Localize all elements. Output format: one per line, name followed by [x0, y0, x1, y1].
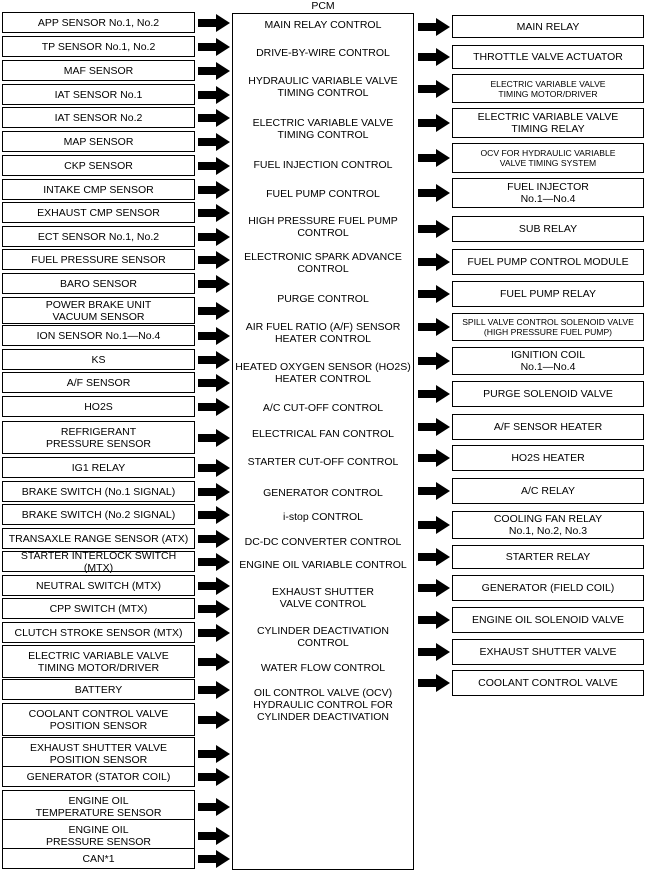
output-arrow-icon [418, 548, 450, 566]
pcm-control-function: DRIVE-BY-WIRE CONTROL [256, 47, 390, 59]
input-arrow-icon [198, 351, 230, 369]
output-arrow-icon [418, 48, 450, 66]
output-arrow-icon [418, 579, 450, 597]
input-sensor-box: CAN*1 [2, 848, 195, 869]
input-sensor-box: CPP SWITCH (MTX) [2, 598, 195, 619]
output-actuator-box: STARTER RELAY [452, 545, 644, 569]
pcm-control-function: AIR FUEL RATIO (A/F) SENSOR HEATER CONTROL [245, 321, 401, 345]
input-sensor-box: INTAKE CMP SENSOR [2, 179, 195, 200]
input-sensor-box: GENERATOR (STATOR COIL) [2, 766, 195, 787]
output-actuator-box: A/F SENSOR HEATER [452, 414, 644, 440]
input-sensor-box: ENGINE OIL TEMPERATURE SENSOR [2, 790, 195, 823]
input-arrow-icon [198, 38, 230, 56]
input-arrow-icon [198, 228, 230, 246]
input-arrow-icon [198, 711, 230, 729]
input-sensor-box: EXHAUST CMP SENSOR [2, 202, 195, 223]
input-sensor-box: REFRIGERANT PRESSURE SENSOR [2, 421, 195, 454]
input-sensor-box: IAT SENSOR No.2 [2, 107, 195, 128]
output-arrow-icon [418, 18, 450, 36]
output-actuator-box: SPILL VALVE CONTROL SOLENOID VALVE (HIGH PRESSURE FUEL PUMP) [452, 313, 644, 341]
output-arrow-icon [418, 385, 450, 403]
input-sensor-box: COOLANT CONTROL VALVE POSITION SENSOR [2, 703, 195, 736]
input-sensor-box: MAF SENSOR [2, 60, 195, 81]
pcm-control-function: GENERATOR CONTROL [263, 487, 383, 499]
output-actuator-box: EXHAUST SHUTTER VALVE [452, 639, 644, 665]
input-arrow-icon [198, 62, 230, 80]
input-sensor-box: POWER BRAKE UNIT VACUUM SENSOR [2, 297, 195, 324]
input-arrow-icon [198, 768, 230, 786]
input-arrow-icon [198, 86, 230, 104]
pcm-control-function: OIL CONTROL VALVE (OCV) HYDRAULIC CONTROL FOR CYLINDER DEACTIVATION [253, 687, 393, 723]
input-sensor-box: ION SENSOR No.1—No.4 [2, 325, 195, 346]
pcm-control-function: ENGINE OIL VARIABLE CONTROL [239, 559, 407, 571]
input-arrow-icon [198, 553, 230, 571]
output-actuator-box: FUEL PUMP CONTROL MODULE [452, 249, 644, 275]
input-arrow-icon [198, 374, 230, 392]
input-sensor-box: CKP SENSOR [2, 155, 195, 176]
pcm-control-function: CYLINDER DEACTIVATION CONTROL [256, 625, 390, 649]
output-arrow-icon [418, 418, 450, 436]
input-sensor-box: FUEL PRESSURE SENSOR [2, 249, 195, 270]
input-arrow-icon [198, 798, 230, 816]
pcm-control-function: STARTER CUT-OFF CONTROL [247, 456, 399, 468]
output-arrow-icon [418, 643, 450, 661]
output-actuator-box: OCV FOR HYDRAULIC VARIABLE VALVE TIMING SYSTEM [452, 143, 644, 173]
input-sensor-box: TRANSAXLE RANGE SENSOR (ATX) [2, 528, 195, 549]
input-arrow-icon [198, 624, 230, 642]
pcm-control-function: EXHAUST SHUTTER VALVE CONTROL [272, 586, 374, 610]
input-arrow-icon [198, 398, 230, 416]
input-arrow-icon [198, 181, 230, 199]
input-arrow-icon [198, 653, 230, 671]
output-actuator-box: ELECTRIC VARIABLE VALVE TIMING MOTOR/DRIVER [452, 74, 644, 103]
pcm-control-function: PURGE CONTROL [277, 293, 369, 305]
input-arrow-icon [198, 577, 230, 595]
output-arrow-icon [418, 149, 450, 167]
pcm-control-function: FUEL PUMP CONTROL [266, 188, 380, 200]
pcm-control-function: HEATED OXYGEN SENSOR (HO2S) HEATER CONTROL [235, 361, 411, 385]
output-arrow-icon [418, 516, 450, 534]
output-actuator-box: IGNITION COIL No.1—No.4 [452, 347, 644, 375]
output-actuator-box: THROTTLE VALVE ACTUATOR [452, 45, 644, 69]
input-arrow-icon [198, 483, 230, 501]
input-sensor-box: BRAKE SWITCH (No.1 SIGNAL) [2, 481, 195, 502]
output-actuator-box: FUEL PUMP RELAY [452, 281, 644, 307]
input-arrow-icon [198, 745, 230, 763]
output-arrow-icon [418, 253, 450, 271]
input-sensor-box: BARO SENSOR [2, 273, 195, 294]
input-sensor-box: ELECTRIC VARIABLE VALVE TIMING MOTOR/DRIVER [2, 645, 195, 678]
input-sensor-box: IAT SENSOR No.1 [2, 84, 195, 105]
input-sensor-box: BRAKE SWITCH (No.2 SIGNAL) [2, 504, 195, 525]
output-actuator-box: ENGINE OIL SOLENOID VALVE [452, 607, 644, 633]
input-arrow-icon [198, 681, 230, 699]
output-arrow-icon [418, 285, 450, 303]
pcm-box [232, 13, 414, 870]
output-arrow-icon [418, 80, 450, 98]
output-arrow-icon [418, 114, 450, 132]
input-sensor-box: A/F SENSOR [2, 372, 195, 393]
output-arrow-icon [418, 220, 450, 238]
output-arrow-icon [418, 184, 450, 202]
pcm-control-function: ELECTRIC VARIABLE VALVE TIMING CONTROL [252, 117, 394, 141]
output-actuator-box: COOLANT CONTROL VALVE [452, 670, 644, 696]
input-arrow-icon [198, 459, 230, 477]
input-sensor-box: BATTERY [2, 679, 195, 700]
pcm-control-function: HIGH PRESSURE FUEL PUMP CONTROL [248, 215, 398, 239]
pcm-control-function: MAIN RELAY CONTROL [264, 19, 382, 31]
pcm-control-function: ELECTRONIC SPARK ADVANCE CONTROL [244, 251, 402, 275]
input-sensor-box: EXHAUST SHUTTER VALVE POSITION SENSOR [2, 737, 195, 770]
input-arrow-icon [198, 506, 230, 524]
output-arrow-icon [418, 318, 450, 336]
output-actuator-box: ELECTRIC VARIABLE VALVE TIMING RELAY [452, 108, 644, 138]
input-sensor-box: TP SENSOR No.1, No.2 [2, 36, 195, 57]
output-actuator-box: SUB RELAY [452, 216, 644, 242]
input-sensor-box: STARTER INTERLOCK SWITCH (MTX) [2, 551, 195, 572]
pcm-control-function: ELECTRICAL FAN CONTROL [252, 428, 394, 440]
input-arrow-icon [198, 133, 230, 151]
input-sensor-box: HO2S [2, 396, 195, 417]
output-arrow-icon [418, 611, 450, 629]
pcm-title: PCM [311, 0, 335, 12]
input-arrow-icon [198, 600, 230, 618]
output-actuator-box: PURGE SOLENOID VALVE [452, 381, 644, 407]
input-arrow-icon [198, 327, 230, 345]
input-arrow-icon [198, 157, 230, 175]
output-actuator-box: A/C RELAY [452, 478, 644, 504]
output-arrow-icon [418, 449, 450, 467]
input-arrow-icon [198, 275, 230, 293]
pcm-control-function: FUEL INJECTION CONTROL [253, 159, 393, 171]
output-arrow-icon [418, 352, 450, 370]
input-arrow-icon [198, 14, 230, 32]
output-arrow-icon [418, 482, 450, 500]
input-arrow-icon [198, 429, 230, 447]
input-sensor-box: NEUTRAL SWITCH (MTX) [2, 575, 195, 596]
pcm-control-function: DC-DC CONVERTER CONTROL [244, 536, 402, 548]
input-arrow-icon [198, 850, 230, 868]
input-arrow-icon [198, 302, 230, 320]
input-sensor-box: MAP SENSOR [2, 131, 195, 152]
output-actuator-box: MAIN RELAY [452, 15, 644, 38]
pcm-control-function: A/C CUT-OFF CONTROL [262, 402, 384, 414]
input-arrow-icon [198, 827, 230, 845]
input-arrow-icon [198, 530, 230, 548]
output-arrow-icon [418, 674, 450, 692]
input-sensor-box: CLUTCH STROKE SENSOR (MTX) [2, 622, 195, 643]
input-sensor-box: APP SENSOR No.1, No.2 [2, 12, 195, 33]
pcm-control-function: HYDRAULIC VARIABLE VALVE TIMING CONTROL [248, 75, 398, 99]
input-arrow-icon [198, 109, 230, 127]
pcm-control-function: i-stop CONTROL [283, 511, 363, 523]
output-actuator-box: GENERATOR (FIELD COIL) [452, 575, 644, 601]
input-arrow-icon [198, 251, 230, 269]
input-sensor-box: ENGINE OIL PRESSURE SENSOR [2, 819, 195, 852]
output-actuator-box: COOLING FAN RELAY No.1, No.2, No.3 [452, 511, 644, 539]
input-sensor-box: IG1 RELAY [2, 457, 195, 478]
input-sensor-box: KS [2, 349, 195, 370]
output-actuator-box: HO2S HEATER [452, 445, 644, 471]
pcm-control-function: WATER FLOW CONTROL [260, 662, 386, 674]
output-actuator-box: FUEL INJECTOR No.1—No.4 [452, 178, 644, 208]
input-arrow-icon [198, 204, 230, 222]
input-sensor-box: ECT SENSOR No.1, No.2 [2, 226, 195, 247]
